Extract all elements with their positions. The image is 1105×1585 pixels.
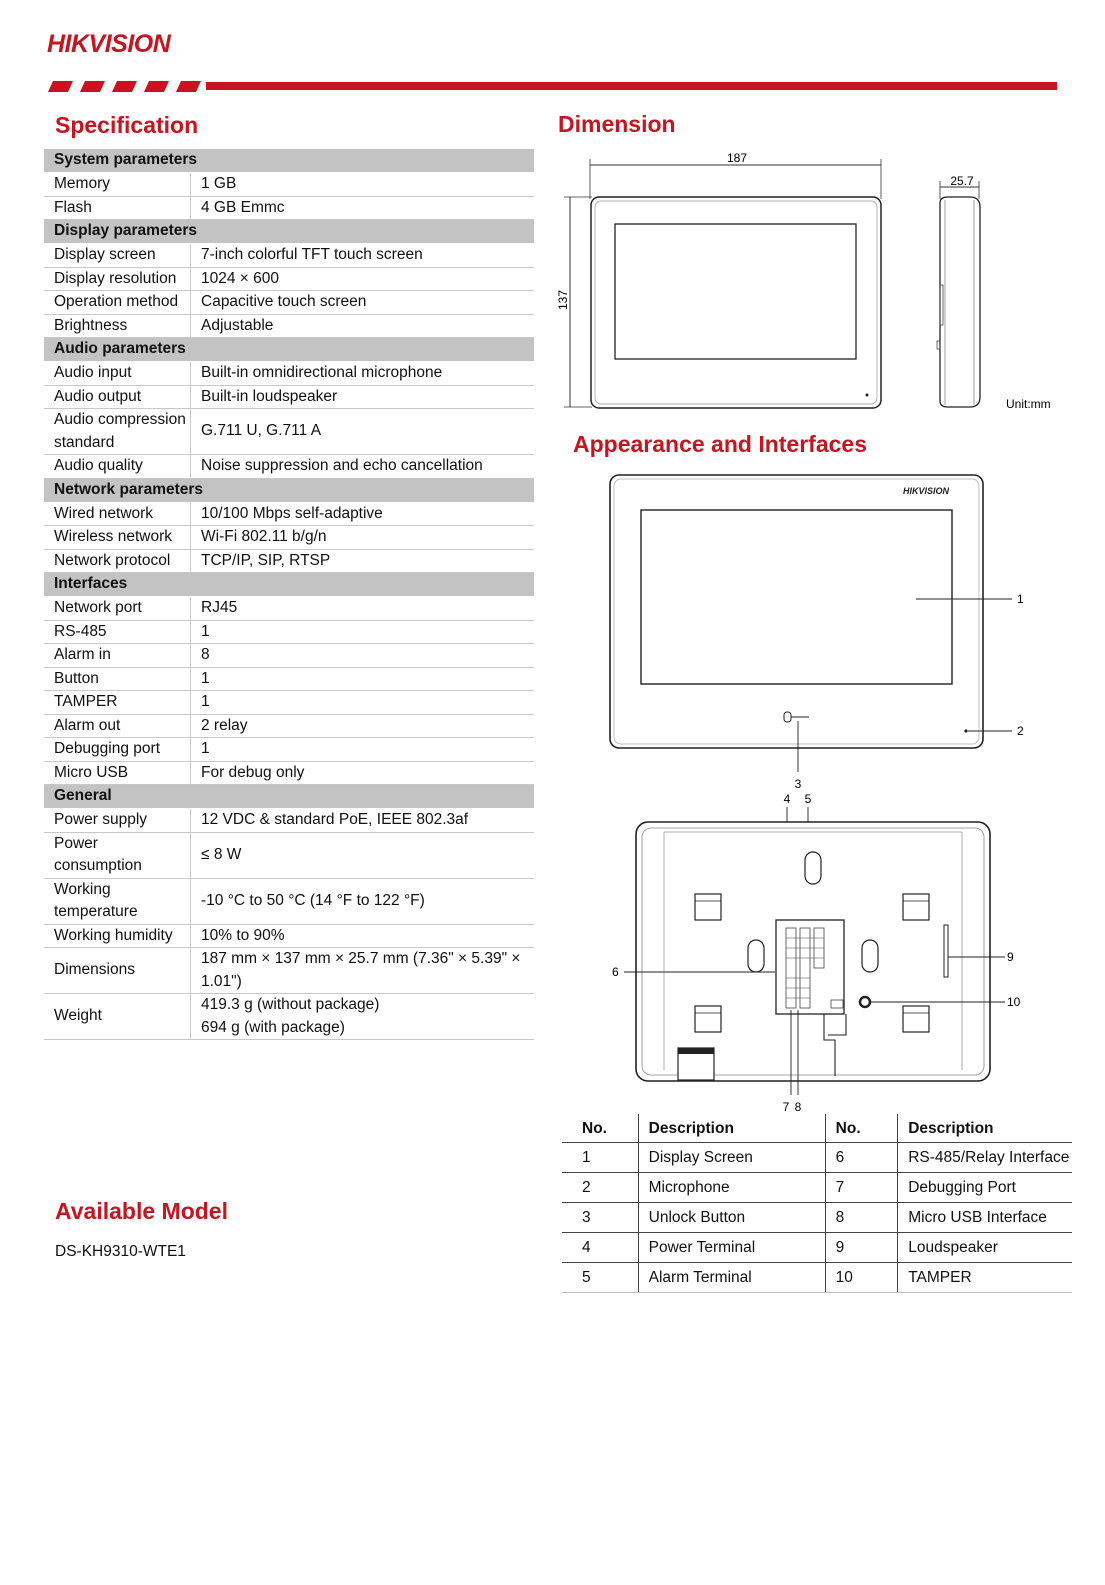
parts-row [562, 1203, 1072, 1233]
spec-row [44, 314, 534, 338]
callout-1: 1 [1017, 592, 1024, 606]
callout-3: 3 [794, 777, 802, 791]
spec-row [44, 409, 534, 455]
spec-value: 4 GB Emmc [191, 196, 535, 220]
spec-group-title: System parameters [44, 149, 534, 173]
available-model-heading: Available Model [55, 1198, 228, 1224]
spec-value: 1 [191, 620, 535, 644]
spec-group-title: Network parameters [44, 478, 534, 502]
spec-value: 187 mm × 137 mm × 25.7 mm (7.36" × 5.39" × 1.01") [191, 948, 535, 994]
spec-label: Display resolution [44, 267, 191, 291]
spec-value: For debug only [191, 761, 535, 785]
specification-table [44, 149, 534, 1040]
part-number: 1 [562, 1143, 638, 1173]
parts-header-description: Description [898, 1114, 1072, 1143]
spec-group-header [44, 573, 534, 597]
spec-value: G.711 U, G.711 A [191, 409, 535, 455]
spec-row [44, 924, 534, 948]
spec-label: Display screen [44, 244, 191, 268]
spec-row [44, 644, 534, 668]
spec-row [44, 948, 534, 994]
spec-group-title: Interfaces [44, 573, 534, 597]
spec-value: 1 [191, 691, 535, 715]
dimension-drawing [550, 145, 1070, 420]
spec-value: Built-in loudspeaker [191, 385, 535, 409]
spec-row [44, 714, 534, 738]
spec-label: RS-485 [44, 620, 191, 644]
spec-label: Alarm out [44, 714, 191, 738]
callout-6: 6 [612, 965, 619, 979]
spec-group-header [44, 149, 534, 173]
spec-value: 1 [191, 738, 535, 762]
spec-label: Button [44, 667, 191, 691]
part-number: 9 [825, 1233, 898, 1263]
spec-label: Power consumption [44, 832, 191, 878]
spec-row [44, 173, 534, 197]
spec-label: Brightness [44, 314, 191, 338]
specification-heading: Specification [55, 112, 199, 138]
header-stripe-bar [45, 81, 1057, 92]
spec-value: -10 °C to 50 °C (14 °F to 122 °F) [191, 878, 535, 924]
brand-logo: HIKVISION [47, 30, 171, 58]
spec-value: 10/100 Mbps self-adaptive [191, 502, 535, 526]
spec-label: Memory [44, 173, 191, 197]
spec-row [44, 244, 534, 268]
dimension-depth-label: 25.7 [950, 174, 974, 188]
spec-label: Working humidity [44, 924, 191, 948]
parts-row [562, 1143, 1072, 1173]
spec-value: 7-inch colorful TFT touch screen [191, 244, 535, 268]
part-description: Unlock Button [638, 1203, 825, 1233]
spec-label: TAMPER [44, 691, 191, 715]
callout-9: 9 [1007, 950, 1014, 964]
spec-value: TCP/IP, SIP, RTSP [191, 549, 535, 573]
spec-row [44, 832, 534, 878]
part-description: Microphone [638, 1173, 825, 1203]
spec-row [44, 738, 534, 762]
spec-value: 12 VDC & standard PoE, IEEE 802.3af [191, 809, 535, 833]
part-description: Loudspeaker [898, 1233, 1072, 1263]
part-number: 7 [825, 1173, 898, 1203]
callout-4: 4 [783, 792, 791, 806]
part-number: 10 [825, 1263, 898, 1293]
part-number: 8 [825, 1203, 898, 1233]
spec-label: Operation method [44, 291, 191, 315]
spec-value: 10% to 90% [191, 924, 535, 948]
parts-header-no: No. [562, 1114, 638, 1143]
spec-value: 419.3 g (without package) 694 g (with package) [191, 994, 535, 1040]
part-description: Micro USB Interface [898, 1203, 1072, 1233]
spec-row [44, 691, 534, 715]
panel-logo-mark: HIKVISION [902, 486, 950, 496]
spec-row [44, 502, 534, 526]
parts-header-no: No. [825, 1114, 898, 1143]
spec-label: Audio output [44, 385, 191, 409]
spec-row [44, 809, 534, 833]
parts-row [562, 1233, 1072, 1263]
parts-row [562, 1263, 1072, 1293]
spec-value: Capacitive touch screen [191, 291, 535, 315]
part-description: Power Terminal [638, 1233, 825, 1263]
model-number: DS-KH9310-WTE1 [55, 1243, 186, 1260]
spec-label: Working temperature [44, 878, 191, 924]
callout-10: 10 [1007, 995, 1021, 1009]
spec-value: Wi-Fi 802.11 b/g/n [191, 526, 535, 550]
spec-value: 8 [191, 644, 535, 668]
callout-8: 8 [794, 1100, 802, 1114]
spec-value: 1 GB [191, 173, 535, 197]
spec-value: Built-in omnidirectional microphone [191, 362, 535, 386]
spec-value: 1 [191, 667, 535, 691]
spec-row [44, 291, 534, 315]
spec-group-header [44, 338, 534, 362]
spec-row [44, 549, 534, 573]
spec-row [44, 994, 534, 1040]
spec-row [44, 761, 534, 785]
spec-label: Power supply [44, 809, 191, 833]
spec-label: Flash [44, 196, 191, 220]
spec-row [44, 667, 534, 691]
callout-2: 2 [1017, 724, 1024, 738]
dimension-unit-label: Unit:mm [1006, 397, 1051, 411]
spec-group-title: General [44, 785, 534, 809]
spec-value: Adjustable [191, 314, 535, 338]
dimension-heading: Dimension [558, 111, 676, 137]
spec-value: RJ45 [191, 597, 535, 621]
spec-value: Noise suppression and echo cancellation [191, 455, 535, 479]
spec-row [44, 196, 534, 220]
spec-row [44, 878, 534, 924]
part-number: 3 [562, 1203, 638, 1233]
callout-5: 5 [804, 792, 812, 806]
part-number: 4 [562, 1233, 638, 1263]
appearance-heading: Appearance and Interfaces [573, 431, 868, 457]
spec-row [44, 455, 534, 479]
spec-group-header [44, 478, 534, 502]
parts-row [562, 1173, 1072, 1203]
part-description: TAMPER [898, 1263, 1072, 1293]
spec-row [44, 526, 534, 550]
spec-row [44, 362, 534, 386]
part-description: Display Screen [638, 1143, 825, 1173]
part-number: 2 [562, 1173, 638, 1203]
spec-group-title: Display parameters [44, 220, 534, 244]
spec-value: 1024 × 600 [191, 267, 535, 291]
spec-label: Audio quality [44, 455, 191, 479]
dimension-height-label: 137 [556, 289, 570, 311]
spec-label: Audio input [44, 362, 191, 386]
spec-label: Debugging port [44, 738, 191, 762]
callout-7: 7 [782, 1100, 790, 1114]
spec-group-title: Audio parameters [44, 338, 534, 362]
spec-label: Weight [44, 994, 191, 1040]
part-description: RS-485/Relay Interface [898, 1143, 1072, 1173]
dimension-width-label: 187 [726, 151, 748, 165]
spec-label: Audio compression standard [44, 409, 191, 455]
spec-label: Alarm in [44, 644, 191, 668]
spec-label: Wired network [44, 502, 191, 526]
spec-row [44, 620, 534, 644]
spec-row [44, 267, 534, 291]
part-description: Alarm Terminal [638, 1263, 825, 1293]
spec-row [44, 597, 534, 621]
parts-description-table [562, 1114, 1072, 1293]
spec-row [44, 385, 534, 409]
spec-label: Dimensions [44, 948, 191, 994]
part-description: Debugging Port [898, 1173, 1072, 1203]
appearance-drawing [560, 470, 1060, 1115]
parts-header-description: Description [638, 1114, 825, 1143]
spec-group-header [44, 785, 534, 809]
spec-label: Wireless network [44, 526, 191, 550]
spec-label: Micro USB [44, 761, 191, 785]
spec-group-header [44, 220, 534, 244]
spec-value: 2 relay [191, 714, 535, 738]
part-number: 5 [562, 1263, 638, 1293]
spec-value: ≤ 8 W [191, 832, 535, 878]
part-number: 6 [825, 1143, 898, 1173]
spec-label: Network port [44, 597, 191, 621]
spec-label: Network protocol [44, 549, 191, 573]
